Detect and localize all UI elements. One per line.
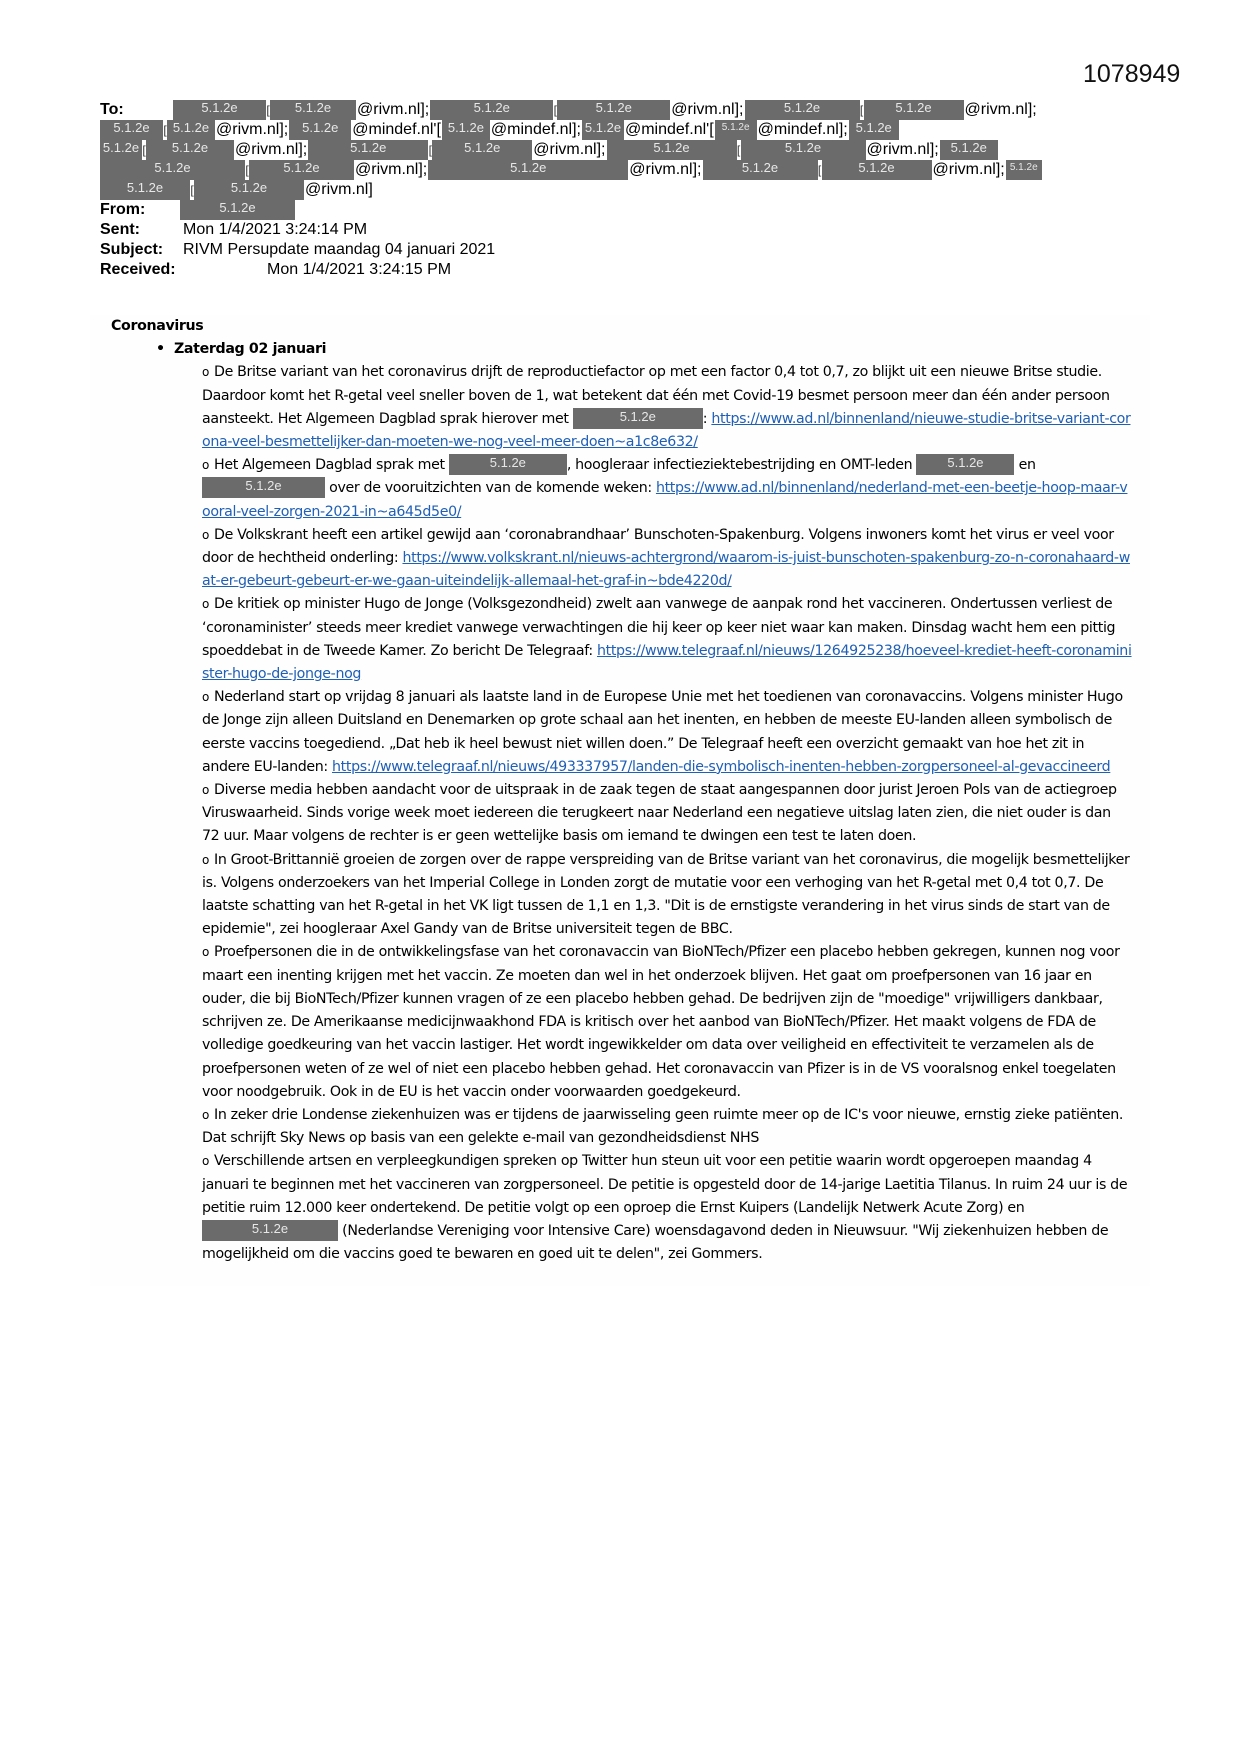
news-item-7 [202,849,1132,942]
email-domain: @rivm.nl]; [866,141,939,158]
email-domain: @rivm.nl]; [216,121,289,138]
news-item-1 [202,361,1132,454]
news-item-3 [202,524,1132,594]
redacted-email: 5.1.2e [270,100,356,120]
item-text: De Volkskrant heeft een artikel gewijd aan ‘coronabrandhaar’ Bunschoten-Spakenburg. Volgens inwoners komt het virus er veel voor door de hechtheid onderling: [202,526,1114,567]
received-label: Received: [100,261,176,278]
article-link[interactable]: https://www.volkskrant.nl/nieuws-achtergrond/waarom-is-juist-bunschoten-spakenburg-zo-n-coronahaard-wat-er-gebeurt-gebeurt-er-we-gaan-uiteindelijk-allemaal-het-graf-in~bde4220d/ [202,550,1130,590]
article-link[interactable]: https://www.ad.nl/binnenland/nieuwe-studie-britse-variant-corona-veel-besmettelijker-dan-moeten-we-nog-veel-meer-doen~a1c8e632/ [202,410,1131,451]
bracket: [ [737,140,741,160]
circle-bullet-icon: o [202,458,209,473]
email-domain: @mindef.nl]; [490,121,581,138]
redacted-email: 5.1.2e [741,140,866,160]
news-item-9 [202,1104,1132,1150]
redacted-email: 5.1.2e [822,160,932,180]
email-domain: @mindef.nl'[ [624,121,714,138]
received-value: Mon 1/4/2021 3:24:15 PM [267,261,452,278]
redacted-name: 5.1.2e [916,454,1014,475]
redacted-email: 5.1.2e [249,160,354,180]
item-text: over de vooruitzichten van de komende weken: [325,480,656,497]
redacted-name: 5.1.2e [703,160,818,180]
redacted-name: 5.1.2e [573,408,703,429]
news-item-4 [202,593,1132,686]
item-text: : [702,410,708,427]
redacted-email: 5.1.2e [432,140,532,160]
redacted-name: 5.1.2e [449,454,567,475]
bracket: [ [245,160,249,180]
article-link[interactable]: https://www.telegraaf.nl/nieuws/1264925238/hoeveel-krediet-heeft-coronaminister-hugo-de-jonge-nog [202,642,1132,683]
redacted-sender: 5.1.2e [180,200,295,220]
redacted-name: 5.1.2e [1006,160,1042,180]
bracket: [ [818,160,822,180]
section-title: Coronavirus [111,318,204,334]
day-heading-text: Zaterdag 02 januari [174,341,327,358]
circle-bullet-icon: o [202,527,209,542]
redacted-name: 5.1.2e [430,100,553,120]
item-text: Proefpersonen die in de ontwikkelingsfase van het coronavaccin van BioNTech/Pfizer een placebo hebben gekregen, kunnen nog voor maart een inenting krijgen met het vaccin. Ze moeten dan wel in het onderzoek blijven. Het gaat om proefpersonen van 16 jaar en ouder, die bij BioNTech/Pfizer kunnen vragen of ze een placebo hebben gehad. De bedrijven zijn de "moedige" vrijwilligers dankbaar, schrijven ze. De Amerikaanse medicijnwaakhond FDA is kritisch over het aanbod van BioNTech/Pfizer. Het maakt volgens de FDA de volledige goedkeuring van het vaccin lastiger. Het wordt ingewikkelder om data over veiligheid en effectiviteit te verzamelen als de proefpersonen weten of ze wel of niet een placebo hebben gehad. Het coronavaccin van Pfizer is in de VS vooralsnog enkel toegelaten voor noodgebruik. Ook in de EU is het vaccin onder voorwaarden goedgekeurd. [202,944,1120,1100]
item-text: Verschillende artsen en verpleegkundigen spreken op Twitter hun steun uit voor een petitie waarin wordt opgeroepen maandag 4 januari te beginnen met het vaccineren van zorgpersoneel. De petitie is opgesteld door de 14-jarige Laetitia Tilanus. In ruim 24 uur is de petitie ruim 12.000 keer ondertekend. De petitie volgt op een oproep die Ernst Kuipers (Landelijk Netwerk Acute Zorg) en [202,1153,1128,1216]
item-text: De Britse variant van het coronavirus drijft de reproductiefactor op met een factor 0,4 tot 0,7, zo blijkt uit een nieuwe Britse studie. Daardoor komt het R-getal veel sneller boven de 1, wat betekent dat één met Covid-19 besmet persoon meer dan één ander persoon aansteekt. Het Algemeen Dagblad sprak hierover met [202,364,1110,427]
email-domain: @mindef.nl]; [757,121,848,138]
item-text: In zeker drie Londense ziekenhuizen was er tijdens de jaarwisseling geen ruimte meer op de IC's voor nieuwe, ernstig zieke patiënten. Dat schrijft Sky News op basis van een gelekte e-mail van gezondheidsdienst NHS [202,1106,1124,1147]
email-domain: @rivm.nl]; [533,141,606,158]
item-text: en [1018,457,1036,474]
bullet-icon: • [156,341,165,358]
to-line-2 [100,120,899,140]
redacted-email: 5.1.2e [194,180,304,200]
email-domain: @rivm.nl]; [355,161,428,178]
email-domain: @mindef.nl'[ [352,121,441,138]
email-domain: @rivm.nl]; [964,101,1037,118]
redacted-email: 5.1.2e [167,120,215,140]
redacted-name: 5.1.2e [940,140,998,160]
item-text: In Groot-Brittannië groeien de zorgen over de rappe verspreiding van de Britse variant van het coronavirus, die mogelijk besmettelijker is. Volgens onderzoekers van het Imperial College in Londen zorgt de mutatie voor een verhoging van het R-getal met 0,4 tot 0,7. De laatste schatting van het R-getal in het VK ligt tussen de 1,1 en 1,3. "Dit is de ernstigste verandering in het virus sinds de start van de epidemie", zei hoogleraar Axel Gandy van de Britse universiteit tegen de BBC. [202,851,1130,938]
item-text: Diverse media hebben aandacht voor de uitspraak in de zaak tegen de staat aangespannen door jurist Jeroen Pols van de actiegroep Viruswaarheid. Sinds vorige week moet iedereen die terugkeert naar Nederland een negatieve uitslag laten zien, die niet ouder is dan 72 uur. Maar volgens de rechter is er geen wettelijke basis om iemand te dwingen een test te laten doen. [202,782,1117,845]
news-item-5 [202,686,1132,779]
to-label: To: [100,101,124,118]
redacted-name: 5.1.2e [100,140,142,160]
sent-value: Mon 1/4/2021 3:24:14 PM [183,221,368,238]
redacted-name: 5.1.2e [100,180,190,200]
redacted-name: 5.1.2e [745,100,860,120]
news-item-6 [202,779,1132,849]
email-domain: @rivm.nl]; [357,101,430,118]
item-text: Het Algemeen Dagblad sprak met [214,457,449,474]
redacted-name: 5.1.2e [100,160,245,180]
circle-bullet-icon: o [202,1154,209,1169]
item-text: De kritiek op minister Hugo de Jonge (Volksgezondheid) zwelt aan vanwege de aanpak rond het vaccineren. Ondertussen verliest de ‘coronaminister’ steeds meer krediet vanwege verwachtingen die hij keer op keer niet waar kan maken. Dinsdag wacht hem een pittig spoeddebat in de Tweede Kamer. Zo bericht De Telegraaf: [202,596,1116,659]
item-text: , hoogleraar infectieziektebestrijding en OMT-leden [566,457,917,474]
to-line-3 [100,140,998,160]
news-item-2 [202,454,1132,524]
redacted-name: 5.1.2e [173,100,266,120]
bracket: [ [190,180,194,200]
redacted-email: 5.1.2e [289,120,351,140]
redacted-name: 5.1.2e [308,140,428,160]
bracket: [ [553,100,557,120]
email-domain: @rivm.nl]; [932,161,1005,178]
document-number: 1078949 [1083,60,1181,88]
circle-bullet-icon: o [202,852,209,867]
circle-bullet-icon: o [202,365,209,380]
bracket: [ [428,140,432,160]
news-item-10 [202,1150,1132,1266]
from-row [100,200,1140,220]
from-value [180,200,295,220]
redacted-email: 5.1.2e [428,160,628,180]
circle-bullet-icon: o [202,1107,209,1122]
email-domain: @rivm.nl] [305,181,373,198]
news-items [202,361,1132,1266]
circle-bullet-icon: o [202,690,209,705]
item-text: Nederland start op vrijdag 8 januari als laatste land in de Europese Unie met het toedienen van coronavaccins. Volgens minister Hugo de Jonge zijn alleen Duitsland en Denemarken op grote schaal aan het inenten, en hebben de meeste EU-landen alleen symbolisch de eerste vaccins toegediend. „Dat heb ik heel bewust niet willen doen.” De Telegraaf heeft een overzicht gemaakt van hoe het zit in andere EU-landen: [202,689,1123,775]
day-heading [156,338,1150,361]
bracket: [ [266,100,270,120]
to-line-1 [173,100,1038,120]
redacted-email: 5.1.2e [442,120,490,140]
subject-row [100,240,1140,260]
redacted-email: 5.1.2e [146,140,234,160]
sent-row [100,220,1140,240]
article-link[interactable]: https://www.telegraaf.nl/nieuws/493337957/landen-die-symbolisch-inenten-hebben-zorgpersoneel-al-gevaccineerd [332,758,1111,775]
received-row [100,260,1140,280]
article-link[interactable]: https://www.ad.nl/binnenland/nederland-met-een-beetje-hoop-maar-vooral-veel-zorgen-2021-in~a645d5e0/ [202,480,1128,520]
to-line-5 [100,180,374,200]
email-header [100,100,1140,280]
email-domain: @rivm.nl]; [235,141,308,158]
email-body [90,315,1150,1286]
redacted-name: 5.1.2e [607,140,737,160]
circle-bullet-icon: o [202,783,209,798]
redacted-email: 5.1.2e [582,120,624,140]
item-text: (Nederlandse Vereniging voor Intensive Care) woensdagavond deden in Nieuwsuur. "Wij ziekenhuizen hebben de mogelijkheid om die vaccins goed te bewaren en goed uit te delen", zei Gommers. [202,1222,1109,1263]
subject-value: RIVM Persupdate maandag 04 januari 2021 [183,241,496,258]
redacted-name: 5.1.2e [849,120,899,140]
circle-bullet-icon: o [202,945,209,960]
redacted-email: 5.1.2e [557,100,670,120]
from-label: From: [100,201,146,218]
to-field [100,100,1140,200]
bracket: [ [142,140,146,160]
redacted-email: 5.1.2e [715,120,757,140]
redacted-name: 5.1.2e [100,120,163,140]
subject-label: Subject: [100,241,164,258]
email-domain: @rivm.nl]; [629,161,702,178]
redacted-email: 5.1.2e [864,100,964,120]
bracket: [ [163,120,167,140]
email-domain: @rivm.nl]; [671,101,744,118]
circle-bullet-icon: o [202,597,209,612]
sent-label: Sent: [100,221,140,238]
redacted-name: 5.1.2e [202,1220,338,1241]
news-item-8 [202,941,1132,1103]
bracket: [ [860,100,864,120]
redacted-name: 5.1.2e [202,477,325,498]
to-line-4 [100,160,1042,180]
